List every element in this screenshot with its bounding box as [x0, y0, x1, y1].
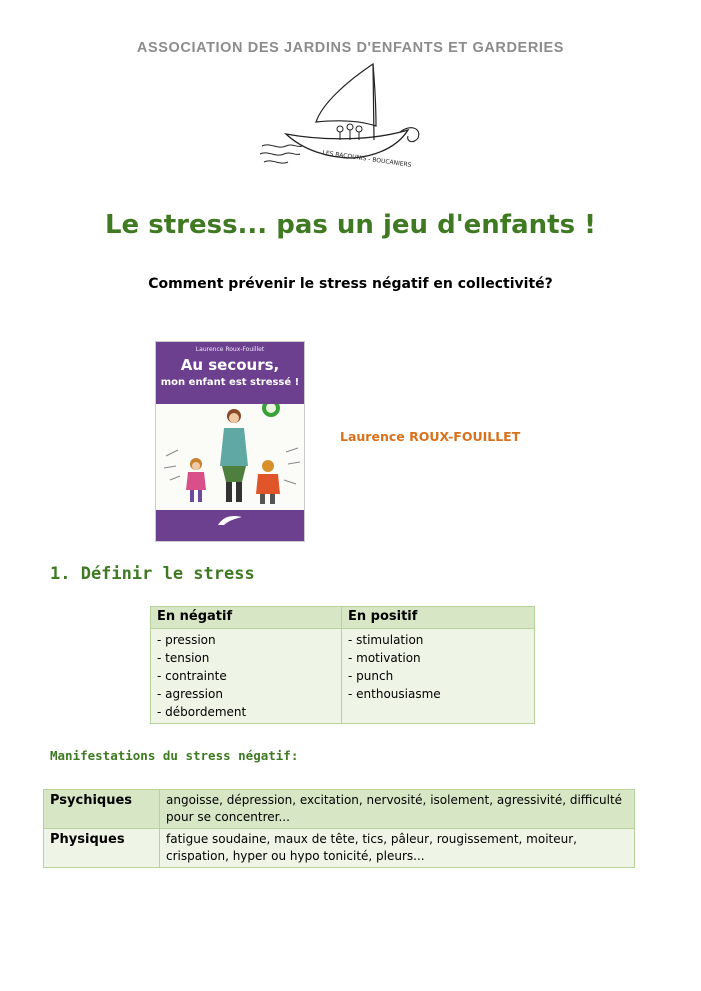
row-text-physiques: fatigue soudaine, maux de tête, tics, pâleur, rougissement, moiteur, crispation, hyper ou hypo tonicité, pleurs... — [160, 829, 635, 868]
boat-logo — [258, 58, 428, 173]
list-item: - agression — [157, 687, 223, 701]
list-item: - pression — [157, 633, 216, 647]
logo-caption: LES BACOUNIS - BOUCANIERS — [321, 149, 412, 169]
book-author: Laurence Roux-Fouillet — [195, 346, 265, 353]
table-row — [44, 829, 635, 868]
manifestations-table — [43, 789, 635, 868]
publisher-logo — [214, 513, 246, 527]
row-label-physiques: Physiques — [44, 829, 160, 868]
book-cover-header — [156, 342, 304, 404]
list-item: - contrainte — [157, 669, 227, 683]
table-header-row — [151, 607, 535, 629]
stress-definition-table — [150, 606, 535, 724]
header-negatif: En négatif — [151, 607, 342, 629]
list-item: - tension — [157, 651, 210, 665]
table-row — [151, 629, 535, 724]
association-name: ASSOCIATION DES JARDINS D'ENFANTS ET GARDERIES — [136, 40, 565, 56]
manifestations-heading: Manifestations du stress négatif: — [50, 748, 299, 763]
book-title-line1: Au secours, — [180, 356, 280, 374]
book-cover-footer — [156, 510, 304, 541]
book-cover — [155, 341, 305, 542]
page-title: Le stress... pas un jeu d'enfants ! — [104, 210, 596, 240]
section-heading-definir: 1. Définir le stress — [50, 564, 255, 584]
list-item: - motivation — [348, 651, 421, 665]
positive-list-cell — [342, 629, 535, 724]
list-item: - stimulation — [348, 633, 424, 647]
row-label-psychiques: Psychiques — [44, 790, 160, 829]
page-subtitle: Comment prévenir le stress négatif en collectivité? — [148, 276, 553, 292]
author-credit: Laurence ROUX-FOUILLET — [340, 429, 521, 444]
row-text-psychiques: angoisse, dépression, excitation, nervosité, isolement, agressivité, difficulté pour se concentrer... — [160, 790, 635, 829]
book-title-line2: mon enfant est stressé ! — [160, 377, 300, 388]
list-item: - débordement — [157, 705, 247, 719]
negative-list-cell — [151, 629, 342, 724]
header-positif: En positif — [342, 607, 535, 629]
book-illustration — [156, 404, 304, 510]
list-item: - enthousiasme — [348, 687, 441, 701]
table-row — [44, 790, 635, 829]
list-item: - punch — [348, 669, 394, 683]
